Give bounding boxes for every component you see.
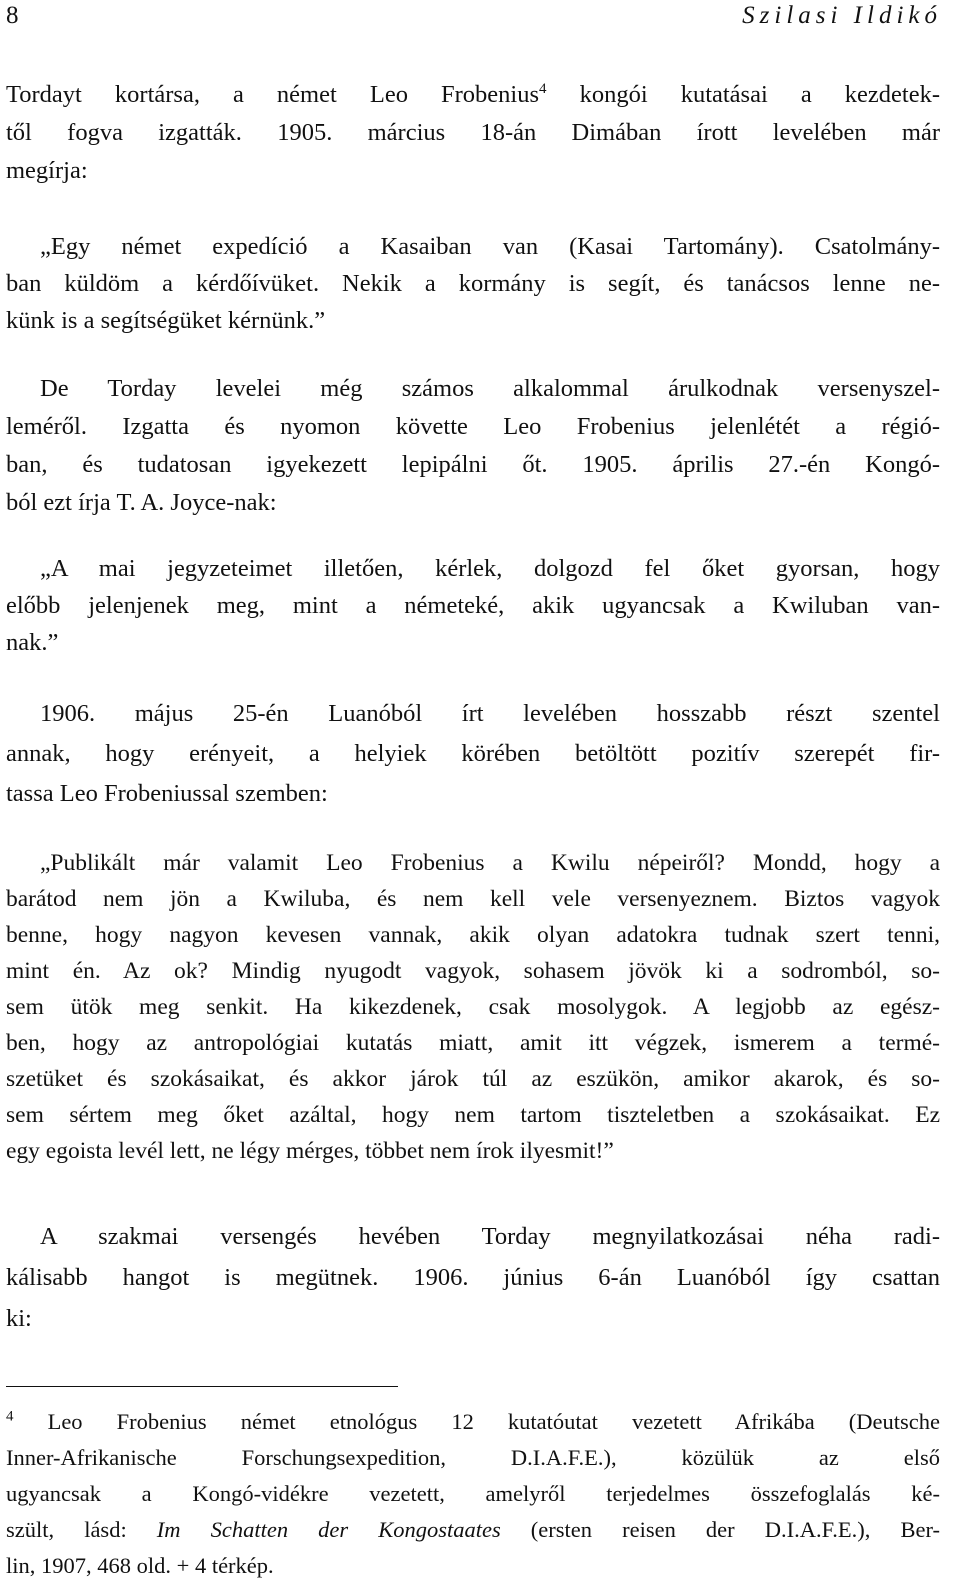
quotation-1: [6, 228, 940, 339]
quote-line: szetüket és szokásaikat, és akkor járok túl az eszükön, amikor akarok, és so-: [6, 1066, 940, 1092]
quote-line: „Egy német expedíció a Kasaiban van (Kasai Tartomány). Csatolmány-: [40, 233, 940, 260]
quote-line: sem sértem meg őket azáltal, hogy nem tartom tiszteletben a szokásaikat. Ez: [6, 1102, 940, 1128]
footnote-line: $^4$ Leo Frobenius német etnológus 12 kutatóutat vezetett Afrikába (Deutsche: [6, 1408, 940, 1434]
paragraph-line: leméről. Izgatta és nyomon követte Leo Frobenius jelenlétét a régió-: [6, 413, 940, 440]
paragraph-line: 1906. május 25-én Luanóból írt levelében hosszabb részt szentel: [40, 700, 940, 727]
quote-line: mint én. Az ok? Mindig nyugodt vagyok, sohasem jövök ki a sodromból, so-: [6, 958, 940, 984]
footnote-line: lin, 1907, 468 old. + 4 térkép.: [6, 1553, 274, 1578]
footnote-line: szült, lásd: Im Schatten der Kongostaates (ersten reisen der D.I.A.F.E.), Ber-: [6, 1517, 940, 1542]
quote-line: nak.”: [6, 629, 59, 656]
page-header: [6, 0, 942, 34]
quote-line: benne, hogy nagyon kevesen vannak, akik olyan adatokra tudnak szert tenni,: [6, 922, 940, 948]
footnote-line: ugyancsak a Kongó-vidékre vezetett, amelyről terjedelmes összefoglalás ké-: [6, 1481, 940, 1506]
footnote-4: [6, 1404, 940, 1584]
paragraph-line: A szakmai versengés hevében Torday megnyilatkozásai néha radi-: [40, 1223, 940, 1250]
footnote-number: 4: [6, 1408, 14, 1425]
quote-line: egy egoista levél lett, ne légy mérges, többet nem írok ilyesmit!”: [6, 1138, 614, 1164]
cited-title: Im Schatten der Kongostaates: [156, 1517, 501, 1542]
paragraph-line: ki:: [6, 1305, 32, 1332]
paragraph-4: [6, 1216, 940, 1339]
paragraph-2: [6, 370, 940, 522]
footnote-reference[interactable]: 4: [539, 80, 547, 97]
paragraph-line: Tordayt kortársa, a német Leo Frobenius$^4$ kongói kutatásai a kezdetek-: [6, 80, 940, 108]
paragraph-line: tassa Leo Frobeniussal szemben:: [6, 780, 328, 807]
quote-line: „A mai jegyzeteimet illetően, kérlek, dolgozd fel őket gyorsan, hogy: [40, 555, 940, 582]
quote-line: barátod nem jön a Kwiluba, és nem kell vele versenyeznem. Biztos vagyok: [6, 886, 940, 912]
paragraph-line: megírja:: [6, 157, 88, 184]
paragraph-3: [6, 694, 940, 814]
quote-line: ban küldöm a kérdőívüket. Nekik a kormány is segít, és tanácsos lenne ne-: [6, 270, 940, 297]
paragraph-line: De Torday levelei még számos alkalommal árulkodnak versenyszel-: [40, 375, 940, 402]
paragraph-line: től fogva izgatták. 1905. március 18-án Dimában írott levelében már: [6, 119, 940, 146]
footnote-line: Inner-Afrikanische Forschungsexpedition, D.I.A.F.E.), közülük az első: [6, 1445, 940, 1470]
paragraph-line: kálisabb hangot is megütnek. 1906. június 6-án Luanóból így csattan: [6, 1264, 940, 1291]
paragraph-line: annak, hogy erényeit, a helyiek körében betöltött pozitív szerepét fir-: [6, 740, 940, 767]
paragraph-line: ban, és tudatosan igyekezett lepipálni őt. 1905. április 27.-én Kongó-: [6, 451, 940, 478]
footnote-separator: [6, 1386, 398, 1387]
quote-line: „Publikált már valamit Leo Frobenius a Kwilu népeiről? Mondd, hogy a: [40, 850, 940, 876]
quotation-2: [6, 550, 940, 661]
quote-line: sem ütök meg senkit. Ha kikezdenek, csak mosolygok. A legjobb az egész-: [6, 994, 940, 1020]
paragraph-line: ból ezt írja T. A. Joyce-nak:: [6, 489, 277, 516]
quote-line: előbb jelenjenek meg, mint a németeké, akik ugyancsak a Kwiluban van-: [6, 592, 940, 619]
paragraph-1: [6, 76, 940, 190]
page-number: 8: [6, 2, 19, 29]
quote-line: künk is a segítségüket kérnünk.”: [6, 307, 326, 334]
running-head: Szilasi Ildikó: [742, 2, 942, 29]
quotation-3: [6, 845, 940, 1169]
quote-line: ben, hogy az antropológiai kutatás miatt, amit itt végzek, ismerem a termé-: [6, 1030, 940, 1056]
